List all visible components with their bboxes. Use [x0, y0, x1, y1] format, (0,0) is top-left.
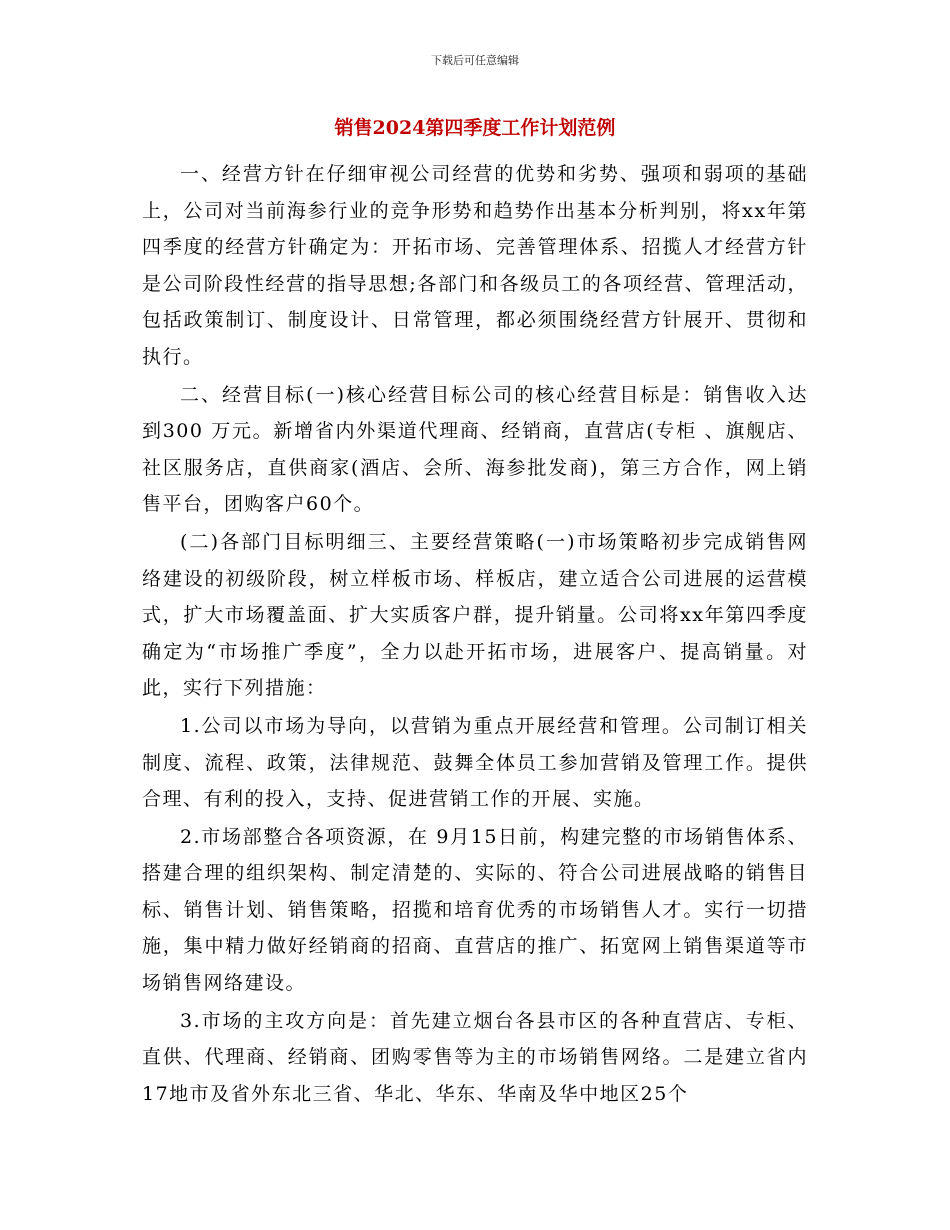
document-title: 销售2024第四季度工作计划范例	[334, 117, 616, 139]
paragraph-business-goals: 二、经营目标(一)核心经营目标公司的核心经营目标是：销售收入达到300 万元。新增省内外渠道代理商、经销商，直营店(专柜 、旗舰店、社区服务店，直供商家(酒店、会所、海参批发商)，第三方合作，网上销售平台，团购客户60个。	[142, 383, 808, 516]
paragraph-market-strategy: (二)各部门目标明细三、主要经营策略(一)市场策略初步完成销售网络建设的初级阶段，树立样板市场、样板店，建立适合公司进展的运营模式，扩大市场覆盖面、扩大实质客户群，提升销量。公司将xx年第四季度确定为“市场推广季度”，全力以赴开拓市场，进展客户、提高销量。对此，实行下列措施：	[142, 530, 808, 700]
paragraph-business-policy: 一、经营方针在仔细审视公司经营的优势和劣势、强项和弱项的基础上，公司对当前海参行业的竞争形势和趋势作出基本分析判别，将xx年第四季度的经营方针确定为：开拓市场、完善管理体系、招揽人才经营方针是公司阶段性经营的指导思想;各部门和各级员工的各项经营、管理活动，包括政策制订、制度设计、日常管理，都必须围绕经营方针展开、贯彻和执行。	[142, 163, 808, 368]
document-body	[142, 156, 808, 1113]
page-header-note: 下载后可任意编辑	[431, 54, 519, 67]
paragraph-measure-3: 3.市场的主攻方向是：首先建立烟台各县市区的各种直营店、专柜、直供、代理商、经销商、团购零售等为主的市场销售网络。二是建立省内17地市及省外东北三省、华北、华东、华南及华中地区25个	[142, 1009, 808, 1105]
paragraph-measure-2: 2.市场部整合各项资源，在 9月15日前，构建完整的市场销售体系、搭建合理的组织架构、制定清楚的、实际的、符合公司进展战略的销售目标、销售计划、销售策略，招揽和培育优秀的市场销售人才。实行一切措施，集中精力做好经销商的招商、直营店的推广、拓宽网上销售渠道等市场销售网络建设。	[142, 825, 808, 995]
paragraph-measure-1: 1.公司以市场为导向，以营销为重点开展经营和管理。公司制订相关制度、流程、政策，法律规范、鼓舞全体员工参加营销及管理工作。提供合理、有利的投入，支持、促进营销工作的开展、实施。	[142, 714, 808, 811]
